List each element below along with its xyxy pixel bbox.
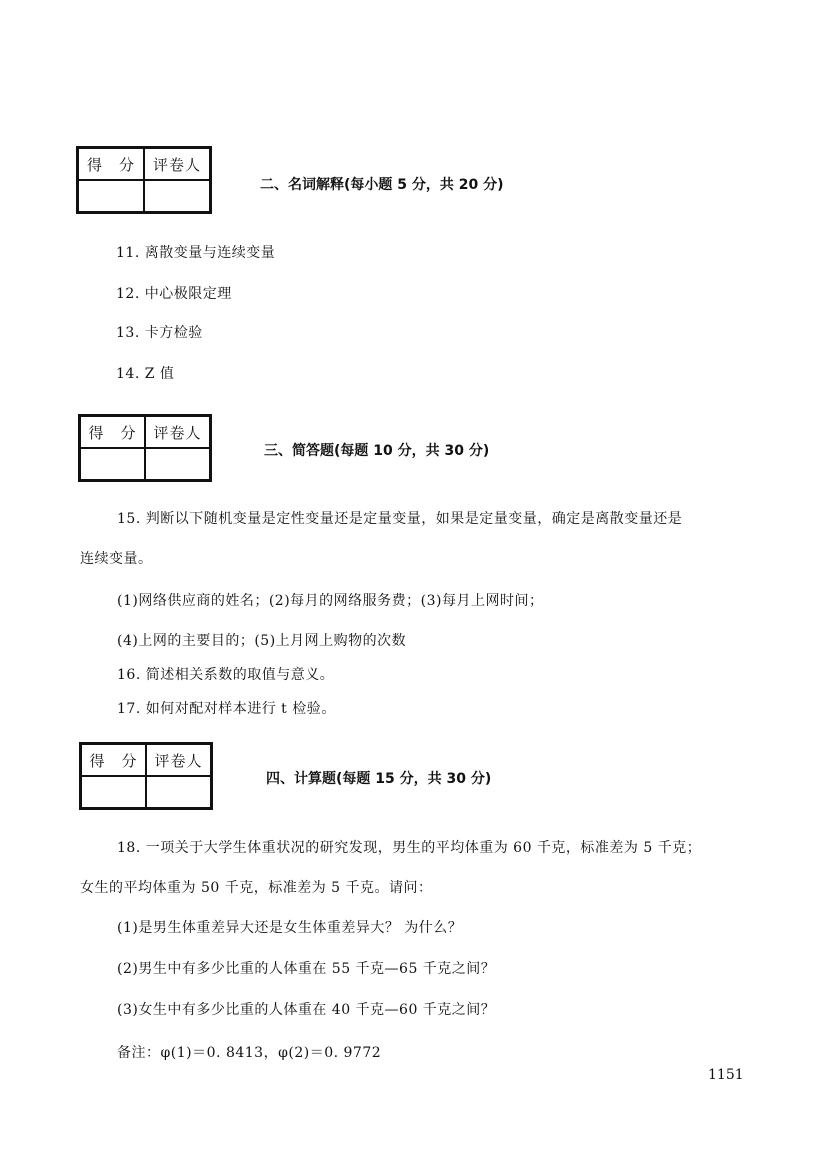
question-12: 12. 中心极限定理 [116,286,232,302]
grader-cell[interactable] [146,776,211,808]
section-4-heading: 四、计算题(每题 15 分，共 30 分) [266,771,492,787]
score-box-section-2 [76,146,212,214]
question-15-options-1: (1)网络供应商的姓名；(2)每月的网络服务费；(3)每月上网时间； [117,593,544,609]
question-18-sub-3: (3)女生中有多少比重的人体重在 40 千克—60 千克之间？ [117,1002,496,1018]
question-15-line-2: 连续变量。 [80,551,153,567]
question-16: 16. 简述相关系数的取值与意义。 [117,667,335,683]
score-label: 得 分 [81,744,146,776]
question-11: 11. 离散变量与连续变量 [116,245,276,261]
section-3-heading: 三、简答题(每题 10 分，共 30 分) [264,443,490,459]
question-14: 14. Z 值 [116,366,175,382]
question-18-sub-1: (1)是男生体重差异大还是女生体重差异大？ 为什么？ [117,920,463,936]
question-18-line-2: 女生的平均体重为 50 千克，标准差为 5 千克。请问： [80,880,433,896]
question-18-sub-2: (2)男生中有多少比重的人体重在 55 千克—65 千克之间？ [117,961,496,977]
score-box-section-4 [79,742,213,810]
score-label: 得 分 [80,416,145,448]
note: 备注：φ(1)＝0. 8413，φ(2)＝0. 9772 [117,1045,382,1061]
score-cell[interactable] [78,180,144,212]
grader-cell[interactable] [145,448,210,480]
question-17: 17. 如何对配对样本进行 t 检验。 [117,701,336,717]
question-18-line-1: 18. 一项关于大学生体重状况的研究发现，男生的平均体重为 60 千克，标准差为 5 千克； [117,840,702,856]
score-cell[interactable] [81,776,146,808]
grader-label: 评卷人 [144,148,210,180]
question-15-line-1: 15. 判断以下随机变量是定性变量还是定量变量，如果是定量变量，确定是离散变量还是 [117,511,683,527]
grader-label: 评卷人 [146,744,211,776]
grader-cell[interactable] [144,180,210,212]
question-15-options-2: (4)上网的主要目的；(5)上月网上购物的次数 [117,633,407,649]
question-13: 13. 卡方检验 [116,325,203,341]
score-box-section-3 [78,414,212,482]
grader-label: 评卷人 [145,416,210,448]
section-2-heading: 二、名词解释(每小题 5 分，共 20 分) [260,177,504,193]
page-number: 1151 [708,1067,744,1083]
score-cell[interactable] [80,448,145,480]
score-label: 得 分 [78,148,144,180]
